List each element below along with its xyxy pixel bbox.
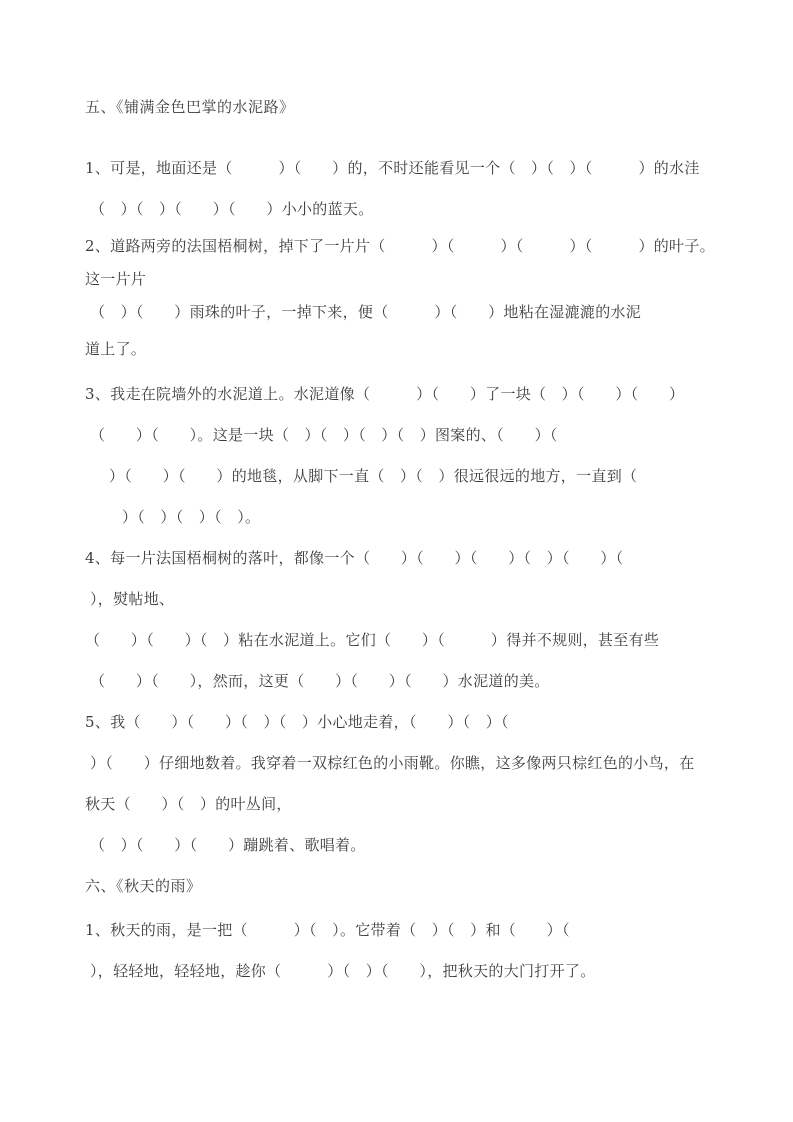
question-line: ）（ ）仔细地数着。我穿着一双棕红色的小雨靴。你瞧，这多像两只棕红色的小鸟，在	[90, 754, 695, 772]
question-line: （ ）（ ）（ ）粘在水泥道上。它们（ ）（ ）得并不规则，甚至有些	[85, 631, 660, 649]
question-line: （ ）（ ）（ ）蹦跳着、歌唱着。	[90, 836, 366, 854]
question-line: 这一片片	[85, 270, 147, 288]
question-line: 3、我走在院墙外的水泥道上。水泥道像（ ）（ ）了一块（ ）（ ）（ ）	[85, 385, 685, 403]
question-line: 4、每一片法国梧桐树的落叶，都像一个（ ）（ ）（ ）（ ）（ ）（	[85, 549, 624, 567]
question-line: （ ）（ ）（ ）（ ）小小的蓝天。	[90, 200, 374, 218]
question-line: 1、可是，地面还是（ ）（ ）的，不时还能看见一个（ ）（ ）（ ）的水洼	[85, 159, 700, 177]
question-line: 秋天（ ）（ ）的叶丛间，	[85, 795, 292, 813]
question-line: ）（ ）（ ）（ ）。	[122, 508, 261, 526]
question-line: 2、道路两旁的法国梧桐树，掉下了一片片（ ）（ ）（ ）（ ）的叶子。	[85, 237, 715, 255]
question-line: 1、秋天的雨，是一把（ ）（ ）。它带着（ ）（ ）和（ ）（	[85, 921, 570, 939]
question-line: （ ）（ ）。这是一块（ ）（ ）（ ）（ ）图案的、（ ）（	[90, 426, 558, 444]
section-heading: 六、《秋天的雨》	[85, 877, 202, 895]
question-line: ），熨帖地、	[90, 590, 175, 608]
question-line: （ ）（ ）雨珠的叶子，一掉下来，便（ ）（ ）地粘在湿漉漉的水泥	[90, 303, 642, 321]
section-heading: 五、《铺满金色巴掌的水泥路》	[85, 98, 295, 116]
question-line: 道上了。	[85, 340, 147, 358]
question-line: 5、我（ ）（ ）（ ）（ ）小心地走着，（ ）（ ）（	[85, 713, 509, 731]
worksheet-content	[85, 99, 745, 1004]
question-line: （ ）（ ），然而，这更（ ）（ ）（ ）水泥道的美。	[90, 672, 550, 690]
question-line: ），轻轻地，轻轻地，趁你（ ）（ ）（ ），把秋天的大门打开了。	[90, 962, 596, 980]
question-line: ）（ ）（ ）的地毯，从脚下一直（ ）（ ）很远很远的地方，一直到（	[109, 467, 638, 485]
